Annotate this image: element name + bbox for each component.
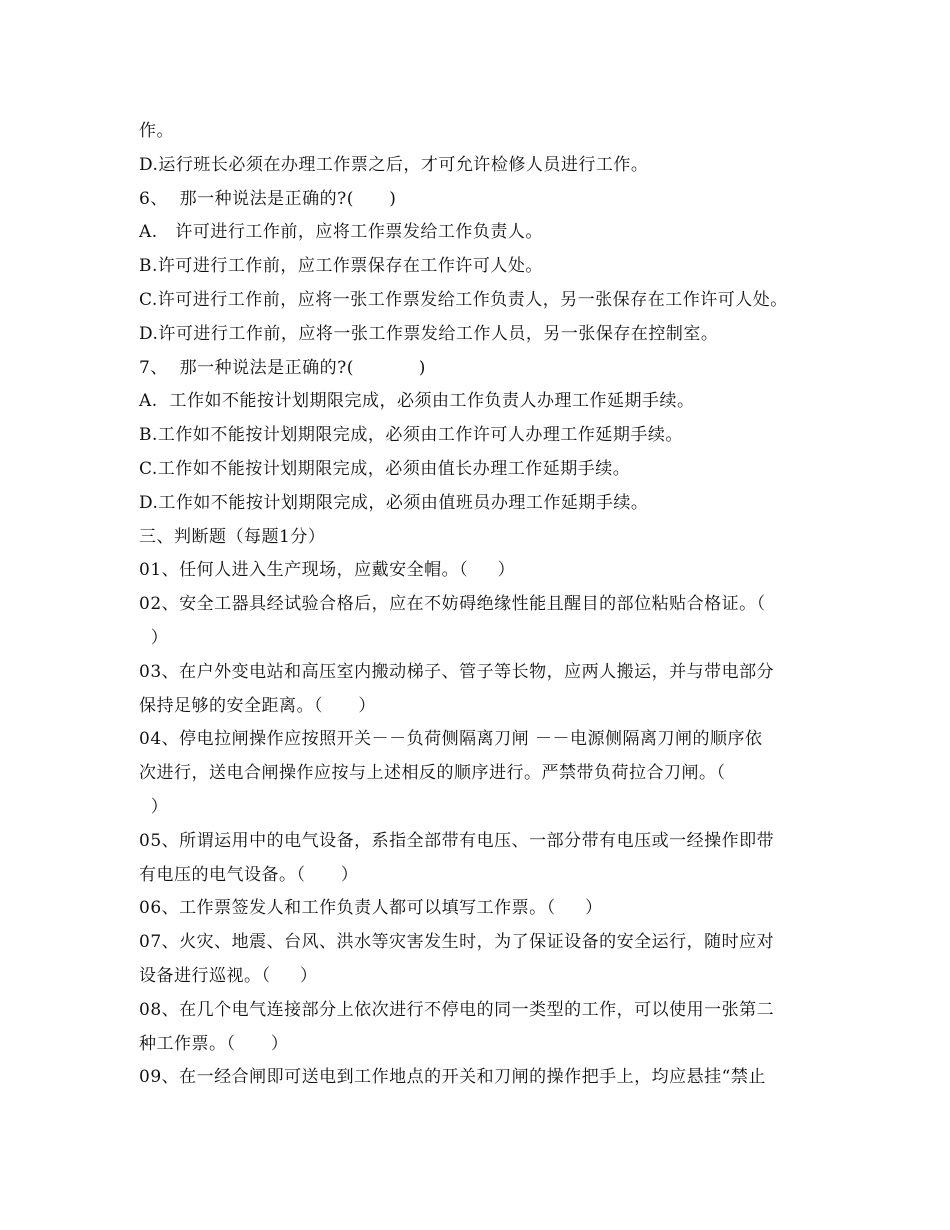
judgment-02: 02、安全工器具经试验合格后，应在不妨碍绝缘性能且醒目的部位粘贴合格证。（	[139, 594, 766, 615]
question-6: 6、 那一种说法是正确的?( )	[139, 188, 397, 209]
text-line: 作。	[139, 121, 174, 141]
judgment-04-cont2: ）	[139, 796, 169, 817]
section-heading: 三、判断题（每题1分）	[139, 526, 326, 547]
document-body	[139, 115, 819, 1095]
judgment-09: 09、在一经合闸即可送电到工作地点的开关和刀闸的操作把手上，均应悬挂“禁止	[139, 1067, 766, 1088]
option-d-q7: D.工作如不能按计划期限完成，必须由值班员办理工作延期手续。	[139, 492, 649, 513]
option-d-q5: D.运行班长必须在办理工作票之后，才可允许检修人员进行工作。	[139, 154, 649, 175]
option-a-q6: A. 许可进行工作前，应将工作票发给工作负责人。	[139, 222, 543, 243]
judgment-03-cont: 保持足够的安全距离。（ ）	[139, 695, 376, 716]
judgment-07-cont: 设备进行巡视。（ ）	[139, 965, 318, 986]
judgment-05-cont: 有电压的电气设备。（ ）	[139, 864, 359, 885]
question-7: 7、 那一种说法是正确的?( )	[139, 357, 426, 378]
judgment-06: 06、工作票签发人和工作负责人都可以填写工作票。（ ）	[139, 898, 603, 919]
judgment-02-cont: ）	[139, 627, 169, 648]
judgment-08-cont: 种工作票。（ ）	[139, 1033, 289, 1054]
judgment-05: 05、所谓运用中的电气设备，系指全部带有电压、一部分带有电压或一经操作即带	[139, 830, 775, 851]
option-d-q6: D.许可进行工作前，应将一张工作票发给工作人员，另一张保存在控制室。	[139, 323, 719, 344]
option-b-q6: B.许可进行工作前，应工作票保存在工作许可人处。	[139, 256, 543, 277]
judgment-01: 01、任何人进入生产现场，应戴安全帽。（ ）	[139, 560, 516, 581]
judgment-03: 03、在户外变电站和高压室内搬动梯子、管子等长物，应两人搬运，并与带电部分	[139, 661, 775, 682]
option-a-q7: A. 工作如不能按计划期限完成，必须由工作负责人办理工作延期手续。	[139, 391, 695, 412]
judgment-08: 08、在几个电气连接部分上依次进行不停电的同一类型的工作，可以使用一张第二	[139, 999, 775, 1020]
option-c-q7: C.工作如不能按计划期限完成，必须由值长办理工作延期手续。	[139, 458, 631, 479]
option-c-q6: C.许可进行工作前，应将一张工作票发给工作负责人，另一张保存在工作许可人处。	[139, 289, 788, 310]
option-b-q7: B.工作如不能按计划期限完成，必须由工作许可人办理工作延期手续。	[139, 425, 683, 446]
judgment-07: 07、火灾、地震、台风、洪水等灾害发生时，为了保证设备的安全运行，随时应对	[139, 932, 775, 953]
judgment-04-cont: 次进行，送电合闸操作应按与上述相反的顺序进行。严禁带负荷拉合刀闸。（	[139, 763, 726, 784]
judgment-04: 04、停电拉闸操作应按照开关－－负荷侧隔离刀闸 －－电源侧隔离刀闸的顺序依	[139, 729, 763, 750]
